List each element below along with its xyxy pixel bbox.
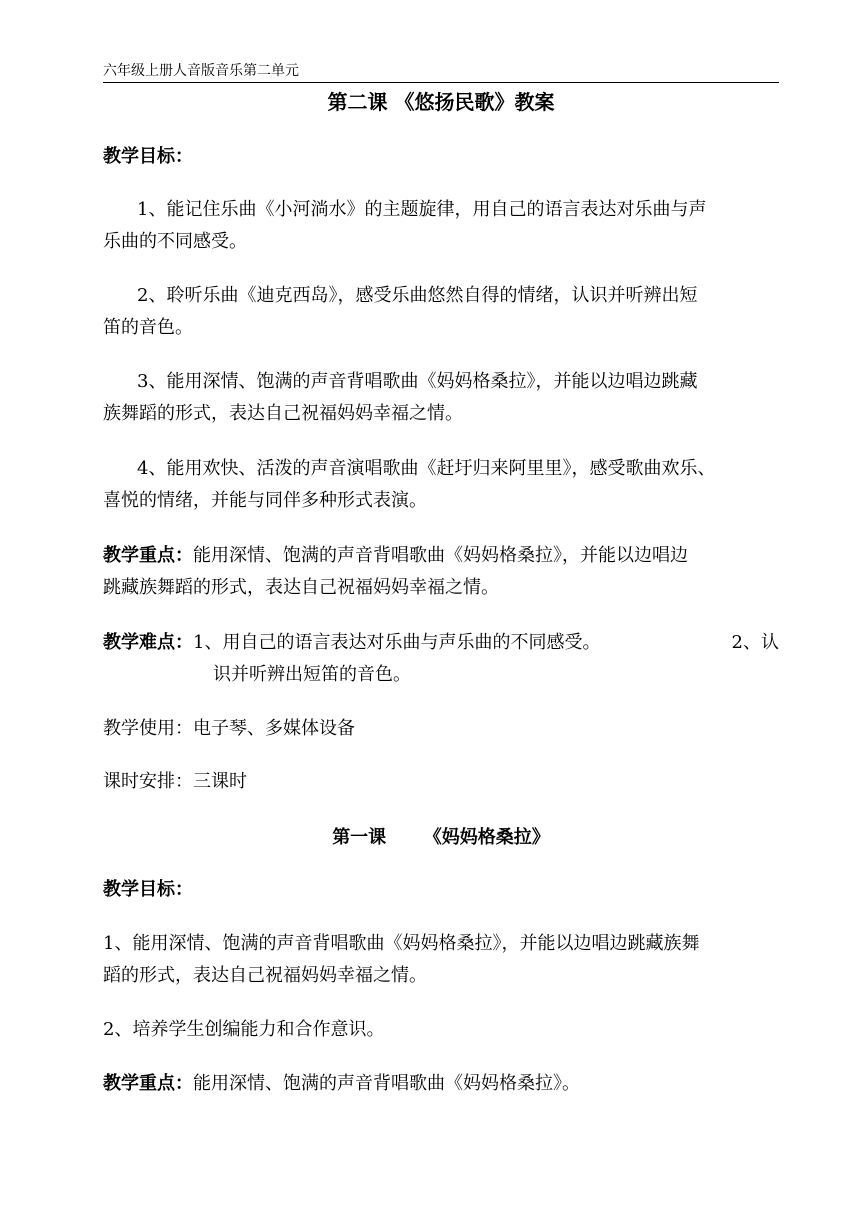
objective-line: 笛的音色。	[103, 317, 193, 338]
key-points-text: 跳藏族舞蹈的形式，表达自己祝福妈妈幸福之情。	[103, 577, 499, 598]
objective-item	[103, 366, 779, 430]
objective-line: 2、聆听乐曲《迪克西岛》，感受乐曲悠然自得的情绪，认识并听辨出短	[137, 285, 698, 306]
lesson-key-points	[103, 1068, 779, 1100]
objective-line: 乐曲的不同感受。	[103, 231, 247, 252]
difficulties-text: 2、认	[731, 632, 779, 653]
lesson-objective-item	[103, 928, 779, 992]
key-points	[103, 540, 779, 604]
key-points-label: 教学重点：	[103, 545, 193, 566]
objective-line: 1、能用深情、饱满的声音背唱歌曲《妈妈格桑拉》，并能以边唱边跳藏族舞	[103, 933, 700, 954]
materials: 教学使用：电子琴、多媒体设备	[103, 718, 355, 739]
objective-line: 喜悦的情绪，并能与同伴多种形式表演。	[103, 490, 427, 511]
objective-line: 4、能用欢快、活泼的声音演唱歌曲《赶圩归来阿里里》，感受歌曲欢乐、	[137, 458, 716, 479]
page-header: 六年级上册人音版音乐第二单元	[103, 62, 779, 83]
objectives-heading: 教学目标：	[103, 146, 193, 167]
schedule: 课时安排：三课时	[103, 771, 247, 792]
difficulties	[103, 627, 779, 691]
objective-line: 3、能用深情、饱满的声音背唱歌曲《妈妈格桑拉》，并能以边唱边跳藏	[137, 371, 698, 392]
objective-line: 1、能记住乐曲《小河淌水》的主题旋律，用自己的语言表达对乐曲与声	[137, 199, 707, 220]
objective-line: 族舞蹈的形式，表达自己祝福妈妈幸福之情。	[103, 403, 463, 424]
lesson-objective-item	[103, 1014, 779, 1046]
difficulties-text: 识并听辨出短笛的音色。	[213, 664, 411, 685]
lesson-title: 第一课 《妈妈格桑拉》	[332, 827, 550, 848]
objective-line: 蹈的形式，表达自己祝福妈妈幸福之情。	[103, 965, 427, 986]
objective-item	[103, 194, 779, 258]
key-points-text: 能用深情、饱满的声音背唱歌曲《妈妈格桑拉》。	[193, 1073, 580, 1094]
key-points-text: 能用深情、饱满的声音背唱歌曲《妈妈格桑拉》，并能以边唱边	[193, 545, 688, 566]
difficulties-label: 教学难点：	[103, 632, 193, 653]
key-points-label: 教学重点：	[103, 1073, 193, 1094]
lesson-objectives-heading: 教学目标：	[103, 879, 193, 900]
difficulties-text: 1、用自己的语言表达对乐曲与声乐曲的不同感受。	[193, 632, 601, 653]
objective-item	[103, 453, 779, 517]
objective-item	[103, 280, 779, 344]
objective-line: 2、培养学生创编能力和合作意识。	[103, 1019, 385, 1040]
page-title: 第二课 《悠扬民歌》教案	[327, 90, 555, 114]
